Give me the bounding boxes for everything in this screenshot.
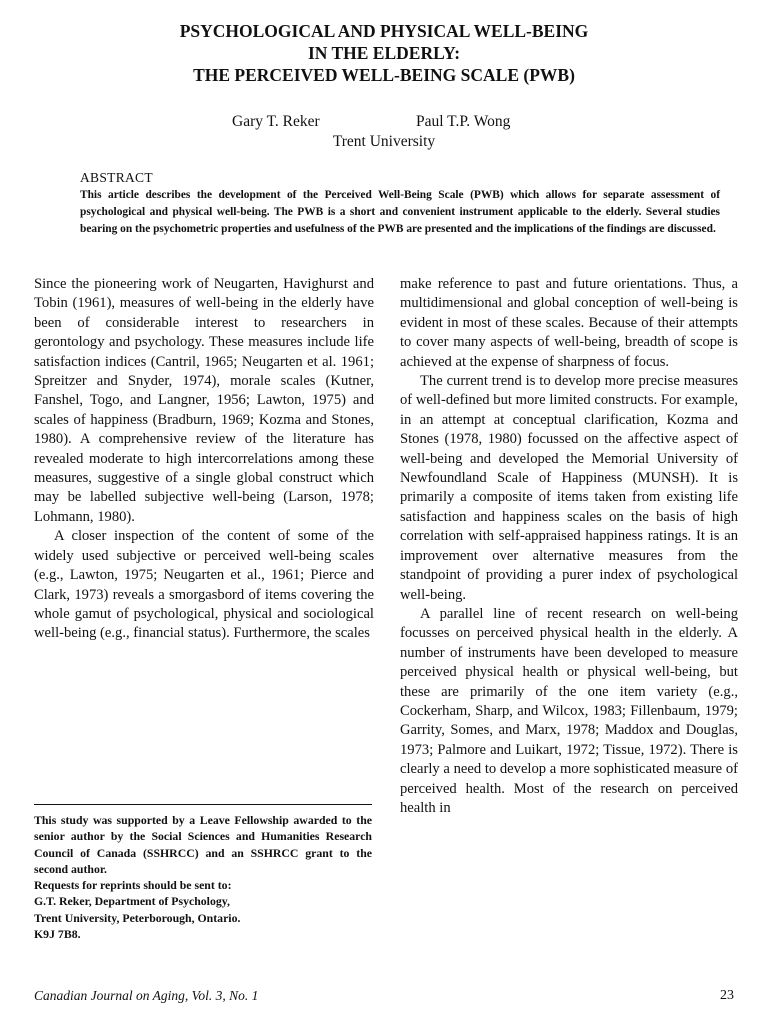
right-paragraph-2: The current trend is to develop more precise measures of well-defined but more limited constructs. For example, in an attempt at conceptual clarification, Kozma and Stones (1978, 1980) focussed on the affective aspect of well-being and developed the Memorial University of Newfoundland Scale of Happiness (MUNSH). It is primarily a composite of items taken from existing life satisfaction and happiness scales on the basis of high correlation with self-appraised happiness ratings. It is an improvement over alternative measures from the standpoint of providing a purer index of psychological well-being. <box>400 373 738 603</box>
author-1: Gary T. Reker <box>232 113 320 130</box>
author-2: Paul T.P. Wong <box>416 113 511 130</box>
left-column <box>34 275 374 644</box>
page-number: 23 <box>720 988 734 1003</box>
abstract <box>80 170 720 238</box>
right-paragraph-1: make reference to past and future orientations. Thus, a multidimensional and global conception of well-being is evident in most of these scales. Because of their attempts to cover many aspects of well-being, breadth of scope is achieved at the expense of sharpness of focus. <box>400 276 738 370</box>
left-paragraph-2: A closer inspection of the content of some of the widely used subjective or perceived well-being scales (e.g., Lawton, 1975; Neugarten et al., 1961; Pierce and Clark, 1973) reveals a smorgasbord of items covering the whole gamut of psychological, physical and sociological well-being (e.g., financial status). Furthermore, the scales <box>34 528 374 642</box>
right-paragraph-3: A parallel line of recent research on well-being focusses on perceived physical health in the elderly. A number of instruments have been developed to measure perceived physical health or physical well-being, but these are primarily of the one item variety (e.g., Cockerham, Sharp, and Wilcox, 1983; Fillenbaum, 1979; Garrity, Somes, and Marx, 1978; Maddox and Douglas, 1973; Palmore and Luikart, 1972; Tissue, 1972). There is clearly a need to develop a more sophisticated measure of perceived health. Most of the research on perceived health in <box>400 605 738 816</box>
journal-citation: Canadian Journal on Aging, Vol. 3, No. 1 <box>34 988 259 1003</box>
abstract-heading: ABSTRACT <box>80 170 153 185</box>
title-line-2: IN THE ELDERLY: <box>307 43 461 63</box>
title-line-1: PSYCHOLOGICAL AND PHYSICAL WELL-BEING <box>179 21 589 41</box>
left-paragraph-1: Since the pioneering work of Neugarten, Havighurst and Tobin (1961), measures of well-being in the elderly have been of considerable interest to researchers in gerontology and psychology. These measures include life satisfaction indices (Cantril, 1965; Neugarten et al. 1961; Spreitzer and Snyder, 1974), morale scales (Kutner, Fanshel, Togo, and Langner, 1956; Lawton, 1975) and scales of happiness (Bradburn, 1969; Kozma and Stones, 1980). A comprehensive review of the literature has revealed moderate to high intercorrelations among these measures, suggestive of a single global construct which may be labelled subjective well-being (Larson, 1978; Lohmann, 1980). <box>34 276 374 525</box>
footnote <box>34 812 372 942</box>
footnote-divider <box>34 804 372 805</box>
footnote-address-1: G.T. Reker, Department of Psychology, <box>34 894 230 909</box>
right-column <box>400 275 738 818</box>
footnote-funding: This study was supported by a Leave Fellowship awarded to the senior author by the Social Sciences and Humanities Research Council of Canada (SSHRCC) and an SSHRCC grant to the second author. <box>34 813 372 876</box>
title-line-3: THE PERCEIVED WELL-BEING SCALE (PWB) <box>193 65 575 85</box>
footnote-address-2: Trent University, Peterborough, Ontario. <box>34 910 241 925</box>
footnote-reprints: Requests for reprints should be sent to: <box>34 878 232 893</box>
abstract-text: This article describes the development of the Perceived Well-Being Scale (PWB) which allows for separate assessment of psychological and physical well-being. The PWB is a short and convenient instrument applicable to the elderly. Several studies bearing on the psychometric properties and usefulness of the PWB are presented and the implications of the findings are discussed. <box>80 189 720 235</box>
article-title <box>0 20 768 86</box>
footnote-postal-code: K9J 7B8. <box>34 927 81 942</box>
affiliation: Trent University <box>332 133 436 150</box>
